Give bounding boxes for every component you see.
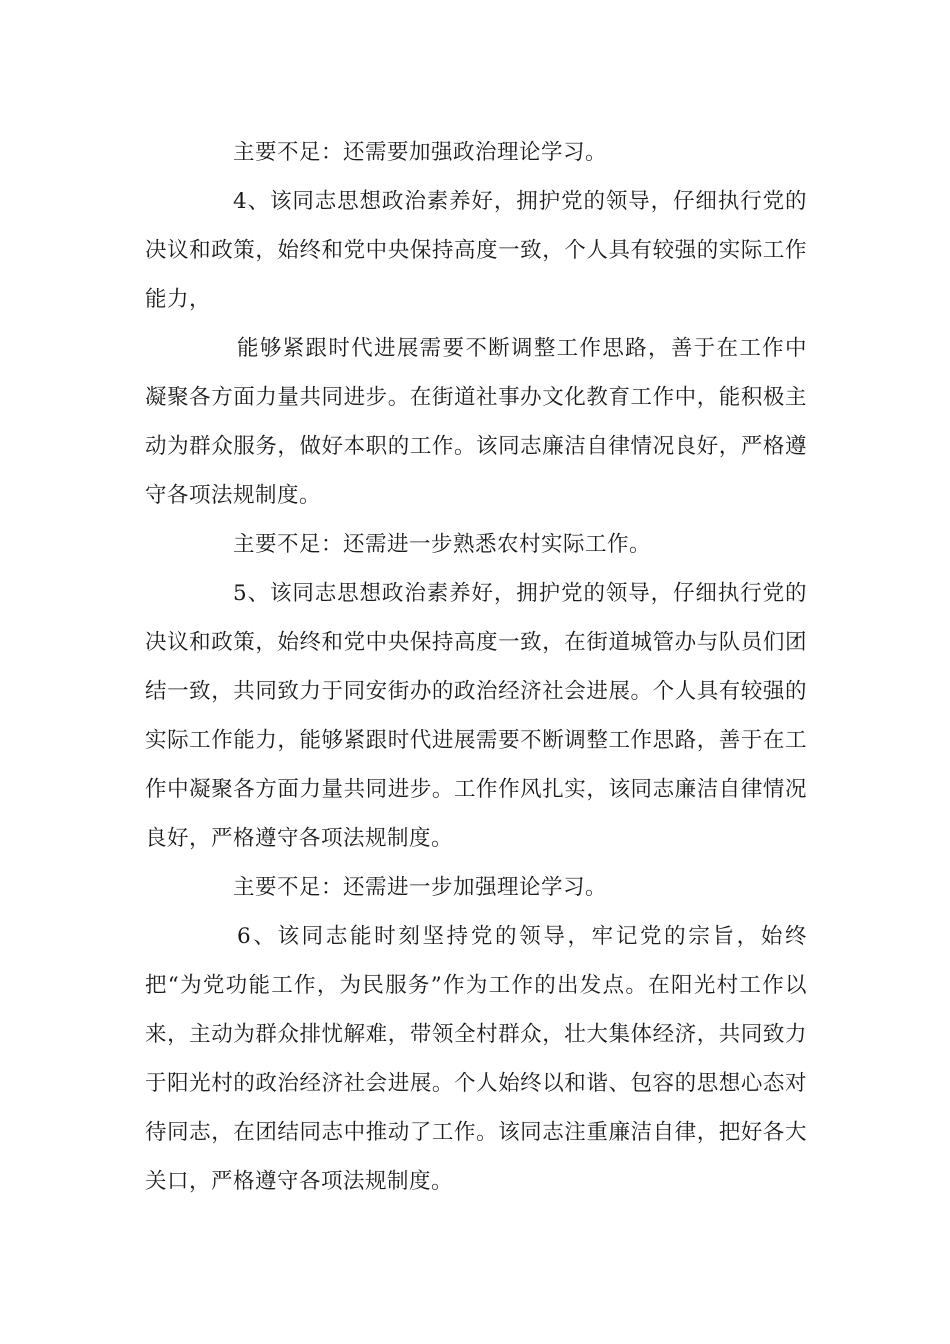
paragraph-item-4-continued: 能够紧跟时代进展需要不断调整工作思路，善于在工作中凝聚各方面力量共同进步。在街道社事办文化教育工作中，能积极主动为群众服务，做好本职的工作。该同志廉洁自律情况良好，严格遵守各项法规制度。 [145, 336, 807, 508]
document-body [145, 128, 807, 1206]
paragraph-item-6: 6、该同志能时刻坚持党的领导，牢记党的宗旨，始终把“为党功能工作，为民服务”作为工作的出发点。在阳光村工作以来，主动为群众排忧解难，带领全村群众，壮大集体经济，共同致力于阳光村的政治经济社会进展。个人始终以和谐、包容的思想心态对待同志，在团结同志中推动了工作。该同志注重廉洁自律，把好各大关口，严格遵守各项法规制度。 [145, 924, 807, 1194]
paragraph-item-5: 5、该同志思想政治素养好，拥护党的领导，仔细执行党的决议和政策，始终和党中央保持高度一致，在街道城管办与队员们团结一致，共同致力于同安街办的政治经济社会进展。个人具有较强的实际工作能力，能够紧跟时代进展需要不断调整工作思路，善于在工作中凝聚各方面力量共同进步。工作作风扎实，该同志廉洁自律情况良好，严格遵守各项法规制度。 [145, 581, 807, 851]
paragraph-shortcoming-2: 主要不足：还需进一步熟悉农村实际工作。 [233, 532, 652, 557]
paragraph-shortcoming-3: 主要不足：还需进一步加强理论学习。 [233, 875, 608, 900]
paragraph-item-4: 4、该同志思想政治素养好，拥护党的领导，仔细执行党的决议和政策，始终和党中央保持高度一致，个人具有较强的实际工作能力， [145, 189, 807, 312]
paragraph-shortcoming-1: 主要不足：还需要加强政治理论学习。 [233, 140, 608, 165]
